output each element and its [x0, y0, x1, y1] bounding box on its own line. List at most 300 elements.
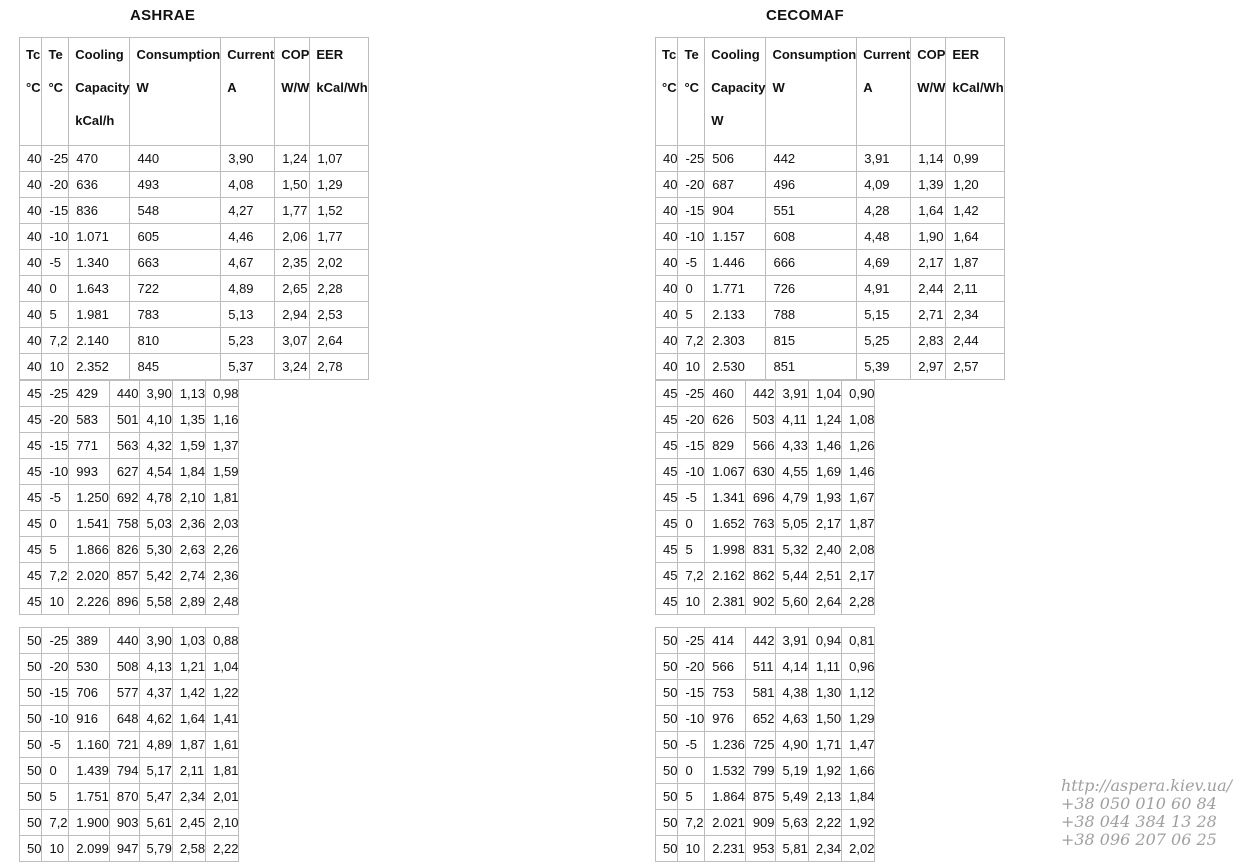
table-cell: -15: [42, 433, 69, 459]
table-cell: -15: [42, 680, 69, 706]
cecomaf-table-1: [655, 37, 1005, 380]
table-cell: 45: [656, 563, 678, 589]
table-cell: 40: [656, 302, 678, 328]
table-cell: 788: [766, 302, 857, 328]
header-line: [227, 112, 274, 145]
table-cell: 10: [42, 836, 69, 862]
table-cell: 810: [130, 328, 221, 354]
table-cell: 506: [705, 146, 766, 172]
header-line: Te: [48, 47, 63, 62]
table-cell: 903: [109, 810, 139, 836]
table-cell: 1,07: [310, 146, 368, 172]
table-cell: 1.157: [705, 224, 766, 250]
table-cell: 758: [109, 511, 139, 537]
table-cell: 851: [766, 354, 857, 380]
table-row: [656, 537, 875, 563]
table-cell: 50: [656, 654, 678, 680]
table-cell: 581: [745, 680, 775, 706]
table-cell: 857: [109, 563, 139, 589]
table-cell: 429: [69, 381, 110, 407]
table-cell: 1,22: [206, 680, 239, 706]
table-cell: 916: [69, 706, 110, 732]
table-row: [656, 198, 1005, 224]
header-line: [952, 112, 1003, 145]
table-cell: 1,35: [172, 407, 205, 433]
table-cell: 2,58: [172, 836, 205, 862]
header-line: W/W: [917, 80, 946, 95]
header-line: Te: [684, 47, 699, 62]
table-cell: 5,81: [775, 836, 808, 862]
table-cell: -25: [42, 628, 69, 654]
table-cell: 1,29: [842, 706, 875, 732]
table-cell: 50: [20, 758, 42, 784]
table-cell: 2,83: [911, 328, 946, 354]
table-row: [656, 706, 875, 732]
table-cell: 4,10: [139, 407, 172, 433]
table-cell: 722: [130, 276, 221, 302]
table-cell: 815: [766, 328, 857, 354]
table-cell: 829: [705, 433, 746, 459]
table-cell: 1,46: [842, 459, 875, 485]
table-cell: -15: [678, 680, 705, 706]
table-cell: 45: [20, 511, 42, 537]
table-cell: 2,17: [808, 511, 841, 537]
table-cell: 1,81: [206, 485, 239, 511]
table-row: [656, 784, 875, 810]
table-cell: 5,25: [857, 328, 911, 354]
table-cell: 1,84: [842, 784, 875, 810]
table-cell: 2,10: [206, 810, 239, 836]
header-line: COP: [917, 47, 946, 62]
table-cell: 1,42: [946, 198, 1004, 224]
table-row: [656, 459, 875, 485]
table-cell: 2,94: [275, 302, 310, 328]
table-cell: 4,38: [775, 680, 808, 706]
table-cell: 726: [766, 276, 857, 302]
table-row: [656, 628, 875, 654]
table-cell: -25: [42, 146, 69, 172]
header-line: [772, 112, 856, 145]
table-row: [20, 276, 369, 302]
table-cell: 0,96: [842, 654, 875, 680]
table-cell: 2.021: [705, 810, 746, 836]
table-cell: 3,07: [275, 328, 310, 354]
header-cell: [766, 38, 857, 146]
table-cell: 2,63: [172, 537, 205, 563]
table-cell: -20: [678, 172, 705, 198]
table-cell: 753: [705, 680, 746, 706]
table-cell: 45: [656, 589, 678, 615]
table-cell: 50: [656, 810, 678, 836]
table-cell: 5,39: [857, 354, 911, 380]
table-cell: 442: [766, 146, 857, 172]
table-cell: 5: [678, 784, 705, 810]
table-cell: 40: [20, 198, 42, 224]
cecomaf-table-3: [655, 627, 875, 862]
table-cell: 648: [109, 706, 139, 732]
table-cell: 442: [745, 381, 775, 407]
table-cell: 3,91: [857, 146, 911, 172]
table-cell: 1.900: [69, 810, 110, 836]
table-cell: 4,63: [775, 706, 808, 732]
table-cell: -25: [678, 381, 705, 407]
table-cell: 2,03: [206, 511, 239, 537]
header-line: Tc: [26, 47, 41, 62]
table-cell: 4,32: [139, 433, 172, 459]
table-cell: 0,99: [946, 146, 1004, 172]
table-cell: 1,12: [842, 680, 875, 706]
table-cell: 721: [109, 732, 139, 758]
table-cell: 45: [656, 433, 678, 459]
header-line: Cooling: [75, 47, 124, 62]
watermark-phone-3: +38 096 207 06 25: [1060, 830, 1217, 849]
table-cell: 2,97: [911, 354, 946, 380]
table-cell: -5: [678, 732, 705, 758]
table-cell: 771: [69, 433, 110, 459]
header-cell: [20, 38, 42, 146]
table-cell: 636: [69, 172, 130, 198]
watermark: [1061, 777, 1232, 849]
table-cell: 1,87: [842, 511, 875, 537]
table-row: [656, 224, 1005, 250]
table-cell: 5,30: [139, 537, 172, 563]
table-cell: 1,59: [206, 459, 239, 485]
table-cell: 1,92: [842, 810, 875, 836]
table-cell: 4,54: [139, 459, 172, 485]
header-line: [684, 112, 704, 145]
table-cell: 2,17: [911, 250, 946, 276]
table-cell: 692: [109, 485, 139, 511]
table-cell: 4,91: [857, 276, 911, 302]
table-cell: 566: [745, 433, 775, 459]
table-cell: 870: [109, 784, 139, 810]
table-row: [20, 433, 239, 459]
table-cell: 50: [656, 680, 678, 706]
table-cell: 4,33: [775, 433, 808, 459]
header-line: Current: [227, 47, 275, 62]
table-cell: 40: [20, 354, 42, 380]
table-cell: 2.352: [69, 354, 130, 380]
table-cell: 904: [705, 198, 766, 224]
table-cell: -5: [678, 250, 705, 276]
table-cell: 3,91: [775, 381, 808, 407]
table-cell: 40: [656, 172, 678, 198]
table-cell: 845: [130, 354, 221, 380]
header-line: [917, 112, 945, 145]
table-cell: 40: [656, 250, 678, 276]
table-cell: 40: [20, 146, 42, 172]
table-cell: 1,04: [206, 654, 239, 680]
table-cell: 5,60: [775, 589, 808, 615]
table-row: [656, 146, 1005, 172]
table-cell: 1,13: [172, 381, 205, 407]
table-cell: 0: [678, 276, 705, 302]
header-line: A: [863, 80, 873, 95]
table-cell: 1,64: [911, 198, 946, 224]
table-cell: 40: [656, 198, 678, 224]
header-line: Current: [863, 47, 911, 62]
table-cell: 1,87: [946, 250, 1004, 276]
table-cell: 40: [20, 276, 42, 302]
table-cell: 551: [766, 198, 857, 224]
table-cell: 1,14: [911, 146, 946, 172]
header-line: kCal/Wh: [316, 80, 368, 95]
header-cell: [275, 38, 310, 146]
ashrae-table-2: [19, 380, 239, 615]
table-cell: 763: [745, 511, 775, 537]
table-row: [656, 758, 875, 784]
table-row: [20, 628, 239, 654]
table-cell: 50: [656, 628, 678, 654]
table-cell: 40: [656, 276, 678, 302]
table-cell: 5,47: [139, 784, 172, 810]
table-cell: 501: [109, 407, 139, 433]
table-row: [20, 836, 239, 862]
table-row: [656, 433, 875, 459]
table-cell: 2,89: [172, 589, 205, 615]
table-row: [656, 589, 875, 615]
table-cell: 3,91: [775, 628, 808, 654]
table-cell: 909: [745, 810, 775, 836]
table-row: [656, 836, 875, 862]
table-cell: 826: [109, 537, 139, 563]
table-cell: 1,20: [946, 172, 1004, 198]
table-cell: 696: [745, 485, 775, 511]
table-cell: 706: [69, 680, 110, 706]
header-line: Tc: [662, 47, 677, 62]
table-cell: 1,87: [172, 732, 205, 758]
table-cell: 4,67: [221, 250, 275, 276]
table-cell: 1,39: [911, 172, 946, 198]
table-cell: 953: [745, 836, 775, 862]
table-cell: 1,61: [206, 732, 239, 758]
table-cell: 440: [109, 628, 139, 654]
table-cell: 5,05: [775, 511, 808, 537]
table-row: [20, 198, 369, 224]
table-cell: 1,77: [310, 224, 368, 250]
table-cell: 1,46: [808, 433, 841, 459]
table-cell: 4,89: [139, 732, 172, 758]
header-cell: [656, 38, 678, 146]
header-row: [656, 38, 1005, 146]
table-cell: 5,61: [139, 810, 172, 836]
table-row: [20, 250, 369, 276]
header-cell: [705, 38, 766, 146]
table-cell: 50: [20, 654, 42, 680]
table-cell: 1.067: [705, 459, 746, 485]
table-cell: 1,67: [842, 485, 875, 511]
table-cell: 5,19: [775, 758, 808, 784]
table-cell: 2,22: [206, 836, 239, 862]
table-cell: 947: [109, 836, 139, 862]
table-cell: 40: [20, 172, 42, 198]
table-cell: 45: [20, 381, 42, 407]
header-row: [20, 38, 369, 146]
table-row: [656, 407, 875, 433]
table-cell: 10: [678, 589, 705, 615]
table-cell: 440: [109, 381, 139, 407]
table-cell: 1.751: [69, 784, 110, 810]
table-cell: 2,11: [946, 276, 1004, 302]
header-line: W: [136, 80, 149, 95]
table-cell: 4,78: [139, 485, 172, 511]
table-cell: 2.020: [69, 563, 110, 589]
table-row: [656, 250, 1005, 276]
table-cell: 1.532: [705, 758, 746, 784]
table-cell: 2,28: [310, 276, 368, 302]
header-line: °C: [662, 80, 677, 95]
header-line: [48, 112, 68, 145]
table-cell: 4,27: [221, 198, 275, 224]
header-cell: [42, 38, 69, 146]
table-cell: 50: [20, 706, 42, 732]
table-cell: 3,90: [139, 628, 172, 654]
header-line: kCal/Wh: [952, 80, 1004, 95]
table-cell: 3,90: [139, 381, 172, 407]
table-cell: -5: [42, 250, 69, 276]
table-cell: 1,21: [172, 654, 205, 680]
table-row: [20, 758, 239, 784]
table-row: [20, 563, 239, 589]
header-cell: [678, 38, 705, 146]
table-cell: 583: [69, 407, 110, 433]
table-cell: 630: [745, 459, 775, 485]
table-cell: 2,34: [808, 836, 841, 862]
table-cell: 993: [69, 459, 110, 485]
table-cell: 1.341: [705, 485, 746, 511]
table-cell: 10: [42, 354, 69, 380]
table-cell: -10: [678, 706, 705, 732]
header-line: W: [711, 113, 724, 128]
table-cell: 45: [656, 407, 678, 433]
table-cell: 2.133: [705, 302, 766, 328]
table-cell: 5,23: [221, 328, 275, 354]
table-row: [20, 354, 369, 380]
header-line: [281, 112, 309, 145]
table-cell: 2.162: [705, 563, 746, 589]
table-row: [20, 381, 239, 407]
table-row: [656, 328, 1005, 354]
cecomaf-table-2: [655, 380, 875, 615]
table-cell: -20: [42, 407, 69, 433]
table-cell: 5,17: [139, 758, 172, 784]
table-cell: 2,64: [310, 328, 368, 354]
table-cell: 1,04: [808, 381, 841, 407]
table-cell: 2,51: [808, 563, 841, 589]
table-cell: 1,26: [842, 433, 875, 459]
table-row: [20, 511, 239, 537]
table-cell: 50: [20, 810, 42, 836]
table-cell: 1,11: [808, 654, 841, 680]
table-cell: 45: [20, 433, 42, 459]
header-line: Capacity: [75, 80, 130, 95]
table-cell: 5,79: [139, 836, 172, 862]
table-row: [656, 732, 875, 758]
table-cell: 4,28: [857, 198, 911, 224]
table-cell: 1,93: [808, 485, 841, 511]
table-cell: 5,15: [857, 302, 911, 328]
header-line: °C: [26, 80, 41, 95]
header-line: W/W: [281, 80, 310, 95]
table-cell: 875: [745, 784, 775, 810]
table-cell: 2,35: [275, 250, 310, 276]
table-cell: 2.303: [705, 328, 766, 354]
table-cell: 5,32: [775, 537, 808, 563]
table-cell: 5,44: [775, 563, 808, 589]
table-cell: 10: [42, 589, 69, 615]
table-cell: 40: [20, 302, 42, 328]
table-cell: 2.231: [705, 836, 746, 862]
table-cell: 40: [20, 328, 42, 354]
table-cell: 45: [20, 563, 42, 589]
table-cell: 5: [42, 302, 69, 328]
header-line: [863, 112, 910, 145]
header-line: [136, 112, 220, 145]
table-cell: 1,64: [172, 706, 205, 732]
table-cell: 666: [766, 250, 857, 276]
table-cell: 50: [656, 732, 678, 758]
table-row: [656, 511, 875, 537]
table-cell: 2,53: [310, 302, 368, 328]
table-row: [20, 589, 239, 615]
table-row: [20, 784, 239, 810]
table-cell: 2.140: [69, 328, 130, 354]
header-cell: [857, 38, 911, 146]
table-cell: 1.541: [69, 511, 110, 537]
table-cell: 1,50: [275, 172, 310, 198]
table-cell: 2,34: [172, 784, 205, 810]
header-line: [662, 112, 677, 145]
header-cell: [69, 38, 130, 146]
table-cell: 605: [130, 224, 221, 250]
table-cell: 389: [69, 628, 110, 654]
table-cell: 40: [656, 224, 678, 250]
table-cell: 1.981: [69, 302, 130, 328]
table-cell: 0: [678, 511, 705, 537]
table-cell: 2,36: [172, 511, 205, 537]
table-cell: 0,94: [808, 628, 841, 654]
table-cell: 1,90: [911, 224, 946, 250]
table-cell: 40: [656, 354, 678, 380]
header-line: °C: [48, 80, 64, 95]
table-cell: 2,17: [842, 563, 875, 589]
table-row: [656, 276, 1005, 302]
table-cell: 50: [656, 706, 678, 732]
table-cell: 50: [656, 836, 678, 862]
table-row: [20, 224, 369, 250]
table-cell: 799: [745, 758, 775, 784]
table-cell: 2,40: [808, 537, 841, 563]
table-cell: 10: [678, 836, 705, 862]
table-cell: 2,22: [808, 810, 841, 836]
table-cell: 1.771: [705, 276, 766, 302]
table-cell: 5,42: [139, 563, 172, 589]
table-cell: 0: [678, 758, 705, 784]
table-cell: 4,37: [139, 680, 172, 706]
table-cell: 896: [109, 589, 139, 615]
table-cell: 2,02: [310, 250, 368, 276]
table-cell: 0,88: [206, 628, 239, 654]
table-cell: 1,24: [275, 146, 310, 172]
table-cell: -25: [678, 146, 705, 172]
table-cell: 2,64: [808, 589, 841, 615]
table-cell: 1,59: [172, 433, 205, 459]
watermark-phone-2: +38 044 384 13 28: [1060, 812, 1217, 831]
table-cell: 2.099: [69, 836, 110, 862]
table-cell: 5,03: [139, 511, 172, 537]
table-cell: 2,08: [842, 537, 875, 563]
table-cell: -20: [678, 654, 705, 680]
